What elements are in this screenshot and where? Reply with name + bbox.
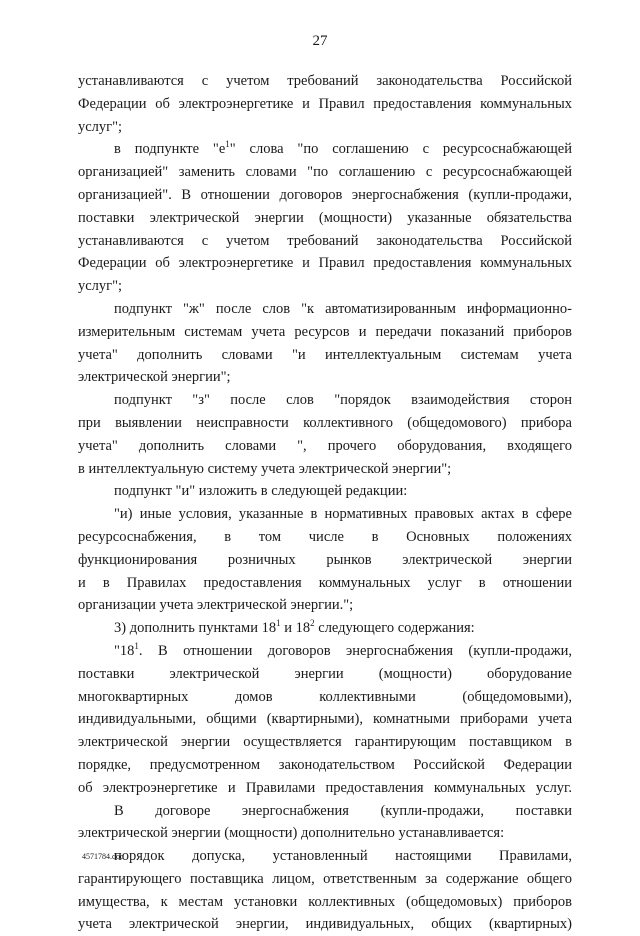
- text-line: [78, 503, 572, 526]
- text-segment: порядок допуска, установленный настоящими Правилами,: [114, 848, 572, 865]
- text-line: [78, 70, 572, 93]
- text-line: [78, 822, 572, 845]
- text-line: [78, 344, 572, 367]
- superscript: 1: [225, 139, 230, 150]
- text-segment: следующего содержания:: [314, 620, 475, 637]
- text-segment: измерительным системам учета ресурсов и передачи показаний приборов: [78, 323, 572, 340]
- text-segment: поставки электрической энергии (мощности) указанные обязательства: [78, 209, 572, 226]
- text-line: [78, 389, 572, 412]
- text-segment: порядке, предусмотренном законодательством Российской Федерации: [78, 756, 572, 773]
- text-line: [78, 640, 572, 663]
- text-segment: электрической энергии осуществляется гарантирующим поставщиком в: [78, 734, 572, 751]
- text-segment: об электроэнергетике и Правилами предоставления коммунальных услуг.: [78, 779, 572, 796]
- text-line: [78, 891, 572, 914]
- file-name-footer: 4571784.doc: [82, 852, 124, 861]
- text-line: [78, 686, 572, 709]
- text-line: [78, 275, 572, 298]
- text-line: [78, 298, 572, 321]
- text-line: [78, 731, 572, 754]
- text-line: [78, 754, 572, 777]
- text-segment: " слова "по соглашению с ресурсоснабжающей: [229, 141, 572, 158]
- text-segment: . В отношении договоров энергоснабжения (купли-продажи,: [138, 642, 572, 659]
- page-number: 27: [312, 33, 328, 49]
- text-segment: услуг";: [78, 118, 123, 135]
- text-segment: функционирования розничных рынков электрической энергии: [78, 551, 572, 568]
- text-segment: устанавливаются с учетом требований законодательства Российской: [78, 232, 572, 249]
- text-segment: и 18: [280, 620, 311, 637]
- text-line: [78, 868, 572, 891]
- text-line: [78, 366, 572, 389]
- text-segment: Федерации об электроэнергетике и Правил предоставления коммунальных: [78, 255, 572, 272]
- text-line: [78, 617, 572, 640]
- text-line: [78, 138, 572, 161]
- text-segment: и в Правилах предоставления коммунальных услуг в отношении: [78, 574, 572, 591]
- text-segment: Федерации об электроэнергетике и Правил предоставления коммунальных: [78, 95, 572, 112]
- text-segment: подпункт "ж" после слов "к автоматизированным информационно-: [114, 300, 572, 317]
- text-line: [78, 480, 572, 503]
- superscript: 1: [134, 640, 139, 651]
- text-line: [78, 93, 572, 116]
- text-line: [78, 412, 572, 435]
- text-segment: "и) иные условия, указанные в нормативных правовых актах в сфере: [114, 506, 572, 523]
- text-segment: при выявлении неисправности коллективного (общедомового) прибора: [78, 414, 572, 431]
- superscript: 2: [310, 618, 315, 629]
- text-segment: 3) дополнить пунктами 18: [114, 620, 277, 637]
- text-segment: организацией" заменить словами "по соглашению с ресурсоснабжающей: [78, 164, 572, 181]
- text-segment: учета" дополнить словами ", прочего оборудования, входящего: [78, 437, 572, 454]
- text-line: [78, 913, 572, 936]
- text-segment: многоквартирных домов коллективными (общедомовыми),: [78, 688, 572, 705]
- text-segment: поставки электрической энергии (мощности) оборудование: [78, 665, 572, 682]
- text-line: [78, 116, 572, 139]
- text-segment: устанавливаются с учетом требований законодательства Российской: [78, 73, 572, 89]
- text-segment: учета электрической энергии, индивидуальных, общих (квартирных): [78, 916, 572, 933]
- text-segment: подпункт "з" после слов "порядок взаимодействия сторон: [114, 392, 572, 409]
- text-line: [78, 777, 572, 800]
- text-segment: организации учета электрической энергии.";: [78, 597, 354, 614]
- text-line: [78, 458, 572, 481]
- text-segment: организацией". В отношении договоров энергоснабжения (купли-продажи,: [78, 186, 572, 203]
- text-line: [78, 321, 572, 344]
- superscript: 1: [276, 618, 281, 629]
- text-segment: гарантирующего поставщика лицом, ответственным за содержание общего: [78, 870, 572, 887]
- text-segment: подпункт "и" изложить в следующей редакции:: [114, 483, 408, 500]
- text-line: [78, 708, 572, 731]
- text-segment: индивидуальными, общими (квартирными), комнатными приборами учета: [78, 711, 572, 728]
- text-line: [78, 800, 572, 823]
- text-segment: В договоре энергоснабжения (купли-продажи, поставки: [114, 802, 572, 819]
- text-segment: в интеллектуальную систему учета электрической энергии";: [78, 460, 452, 477]
- text-line: [78, 230, 572, 253]
- text-line: [78, 252, 572, 275]
- text-line: [78, 572, 572, 595]
- text-line: [78, 435, 572, 458]
- text-line: [78, 663, 572, 686]
- text-segment: электрической энергии (мощности) дополнительно устанавливается:: [78, 825, 505, 842]
- document-body: [78, 70, 572, 936]
- text-segment: в подпункте "е: [114, 141, 226, 158]
- text-line: [78, 161, 572, 184]
- text-line: [78, 526, 572, 549]
- text-segment: услуг";: [78, 278, 123, 295]
- text-segment: имущества, к местам установки коллективных (общедомовых) приборов: [78, 893, 572, 910]
- text-line: [78, 549, 572, 572]
- text-line: [78, 594, 572, 617]
- text-line: [78, 845, 572, 868]
- text-line: [78, 184, 572, 207]
- text-segment: "18: [114, 642, 135, 659]
- text-segment: электрической энергии";: [78, 369, 231, 386]
- text-line: [78, 207, 572, 230]
- text-segment: ресурсоснабжения, в том числе в Основных положениях: [78, 528, 572, 545]
- text-segment: учета" дополнить словами "и интеллектуальным системам учета: [78, 346, 572, 363]
